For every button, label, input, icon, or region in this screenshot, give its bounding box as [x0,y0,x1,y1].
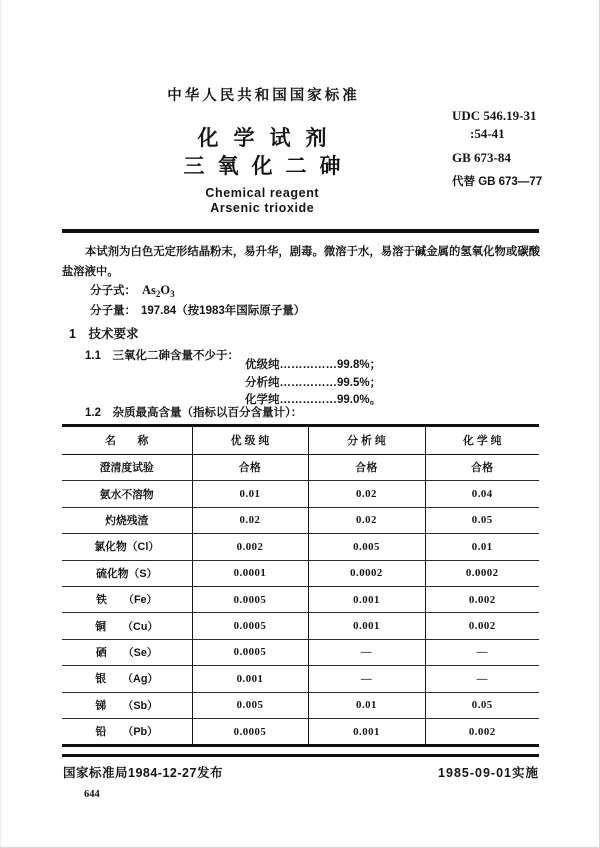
footer-rule [62,754,539,757]
udc-line1: UDC 546.19-31 [452,108,537,123]
document-title-en-line1 [62,186,462,200]
impurity-value-cell: 0.01 [425,534,539,560]
molecular-formula [90,282,175,299]
impurity-name-cell: 锑 （Sb） [62,692,192,718]
formula-subscript-1: 2 [155,289,161,299]
impurity-value-cell: 0.0002 [425,560,539,586]
impurity-value-cell: 0.02 [308,507,425,533]
impurity-value-cell: 0.01 [308,692,425,718]
issue-date: 国家标准局1984-12-27发布 [63,766,223,780]
impurity-value-cell: 0.0005 [192,613,308,639]
col-header-chemical: 化 学 纯 [425,426,539,455]
udc-line2: :54-41 [470,126,505,141]
impurity-value-cell: 0.0001 [192,560,308,586]
table-row [62,613,539,639]
table-row [62,666,539,692]
document-title-cn-line2-text: 三氧化二砷 [183,155,354,178]
impurity-value-cell: — [425,639,539,665]
impurity-value-cell: 0.05 [425,692,539,718]
impurity-value-cell: 0.001 [308,586,425,612]
clause-1-1: 1.1 三氧化二砷含量不少于： [85,350,239,362]
impurity-value-cell: 0.0005 [192,718,308,745]
effective-date: 1985-09-01实施 [438,766,539,780]
impurity-value-cell: 0.02 [192,507,308,533]
impurity-value-cell: 0.001 [308,718,425,745]
molecular-weight-label: 分子量： [90,305,136,317]
impurity-value-cell: 0.002 [192,534,308,560]
impurity-value-cell: 0.005 [192,692,308,718]
impurity-value-cell: 0.002 [425,586,539,612]
formula-element-1: As [142,283,156,297]
col-header-analytical: 分 析 纯 [308,426,425,455]
standard-code: GB 673-84 [452,150,511,165]
impurity-name-cell: 澄清度试验 [62,455,192,481]
document-title-cn-line2 [62,150,462,180]
impurity-name-cell: 铁 （Fe） [62,586,192,612]
impurity-value-cell: — [308,639,425,665]
impurity-name-cell: 氨水不溶物 [62,481,192,507]
impurity-value-cell: 0.005 [308,534,425,560]
table-row [62,718,539,745]
molecular-weight [90,302,305,318]
impurity-value-cell: 0.002 [425,718,539,745]
impurity-value-cell: 0.001 [192,666,308,692]
grade-line-analytical: 分析纯……………99.5%； [245,376,382,389]
impurity-value-cell: 合格 [425,455,539,481]
udc-number [452,107,537,143]
impurity-name-cell: 氯化物（Cl） [62,534,192,560]
col-header-name: 名 称 [62,426,192,455]
impurity-name-cell: 铅 （Pb） [95,726,158,739]
section-1-heading: 1 技术要求 [69,327,139,341]
table-row [62,560,539,586]
impurity-value-cell: — [308,666,425,692]
impurity-value-cell: 0.0005 [192,586,308,612]
impurity-value-cell: 合格 [192,455,308,481]
impurity-value-cell: — [425,666,539,692]
table-row [62,481,539,507]
impurity-name-cell: 铜 （Cu） [62,613,192,639]
impurity-name-cell: 灼烧残渣 [62,507,192,533]
document-title-cn-line1 [62,122,462,152]
document-title-cn-line1-text: 化学试剂 [197,127,342,150]
clause-1-2: 1.2 杂质最高含量（指标以百分含量计）： [85,407,303,419]
table-row [62,455,539,481]
document-title-en-line1-text: Chemical reagent [205,186,320,200]
formula-element-2: O [160,283,171,297]
molecular-weight-value: 197.84（按1983年国际原子量） [141,305,306,317]
table-row [62,639,539,665]
impurity-name-cell: 硫化物（S） [62,560,192,586]
purity-grade-list [245,357,381,410]
table-row [62,534,539,560]
impurity-value-cell: 0.01 [192,481,308,507]
standard-org-title-text: 中华人民共和国国家标准 [167,88,360,104]
molecular-formula-label: 分子式： [90,285,136,297]
col-header-guaranteed: 优 级 纯 [192,426,308,455]
impurity-value-cell: 0.05 [425,507,539,533]
impurity-value-cell: 0.0002 [308,560,425,586]
impurity-value-cell: 0.04 [425,481,539,507]
grade-line-guaranteed: 优级纯……………99.8%； [245,359,382,371]
impurity-table-body [62,455,539,746]
impurity-value-cell: 0.0005 [192,639,308,665]
document-title-en-line2 [62,201,462,215]
impurity-value-cell: 合格 [308,455,425,481]
impurity-value-cell: 0.02 [308,481,425,507]
document-title-en-line2-text: Arsenic trioxide [210,201,315,215]
impurity-value-cell: 0.001 [308,613,425,639]
product-description: 本试剂为白色无定形结晶粉末，易升华，剧毒。微溶于水，易溶于碱金属的氢氧化物或碳酸盐溶液中。 [62,246,540,278]
header-rule [62,229,539,233]
impurity-table [62,424,539,747]
grade-line-chemical: 化学纯……………99.0%。 [245,394,382,406]
page-number: 644 [84,789,100,800]
table-row [62,692,539,718]
standard-org-title [62,84,462,105]
formula-subscript-2: 3 [170,289,175,299]
superseded-standard: 代替 GB 673—77 [452,176,543,188]
table-row [62,586,539,612]
impurity-name-cell: 硒 （Se） [62,639,192,665]
table-header-row [62,426,539,455]
impurity-value-cell: 0.002 [425,613,539,639]
impurity-name-cell: 银 （Ag） [62,666,192,692]
table-row [62,507,539,533]
